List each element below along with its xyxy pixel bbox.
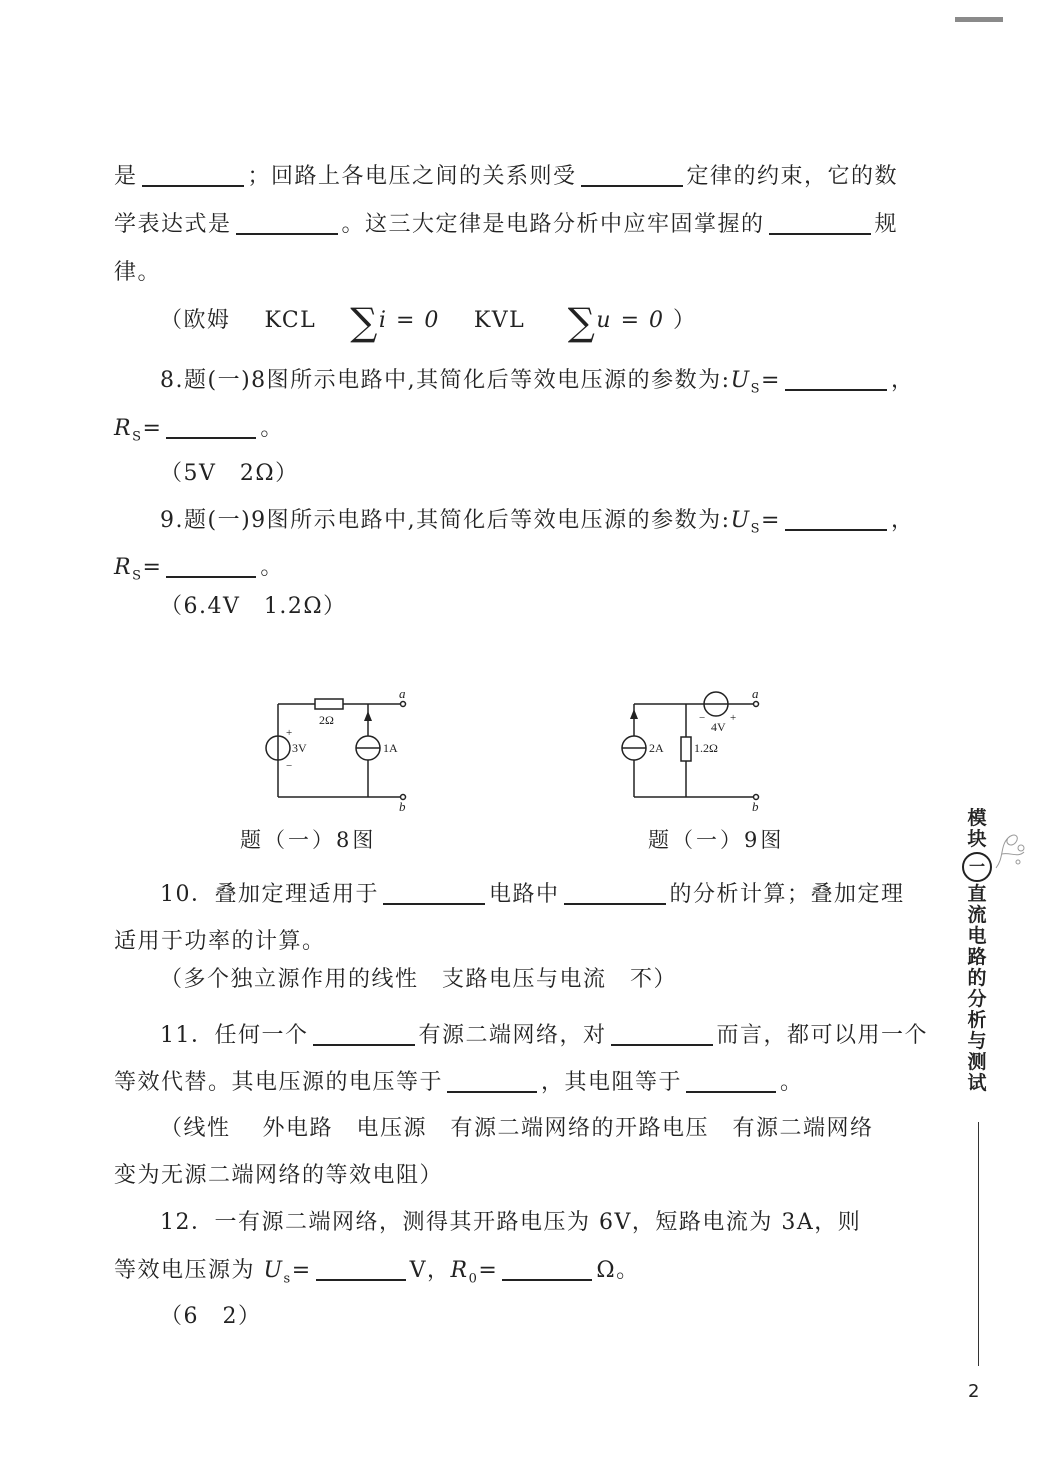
figure-9-caption: 题（一）9图 xyxy=(648,828,785,852)
side-char: 路 xyxy=(967,946,987,968)
q10-answer: （多个独立源作用的线性 支路电压与电流 不） xyxy=(160,967,678,992)
q7-line3: 律。 xyxy=(114,260,162,285)
terminal-a xyxy=(754,702,759,707)
blank[interactable] xyxy=(611,1022,713,1046)
terminal-a xyxy=(401,702,406,707)
side-char: 与 xyxy=(967,1030,987,1052)
chapter-side-title xyxy=(960,808,994,1094)
side-char: 块 xyxy=(967,828,987,850)
side-char: 析 xyxy=(967,1009,987,1031)
minus-sign: − xyxy=(286,760,293,772)
side-char: 的 xyxy=(967,967,987,989)
arrow-up-icon xyxy=(364,711,372,721)
current-label: 1A xyxy=(383,741,398,755)
side-char: 模 xyxy=(967,807,987,829)
q9-answer: （6.4V 1.2Ω） xyxy=(160,594,347,619)
blank[interactable] xyxy=(166,554,256,578)
current-label: 2A xyxy=(649,741,664,755)
side-char: 分 xyxy=(967,988,987,1010)
voltage-label: 3V xyxy=(292,741,307,755)
q7-line2: 学表达式是 。这三大定律是电路分析中应牢固掌握的 规 xyxy=(114,212,899,237)
q8-answer: （5V 2Ω） xyxy=(160,461,299,486)
header-bar xyxy=(955,17,1003,22)
q8-line2: $R_S=$ 。 xyxy=(114,416,284,445)
q10-line2: 适用于功率的计算。 xyxy=(114,929,326,954)
blank[interactable] xyxy=(142,163,244,187)
q7-line1: 是 ；回路上各电压之间的关系则受 定律的约束，它的数 xyxy=(114,164,899,189)
voltage-label: 4V xyxy=(711,720,726,734)
side-char: 试 xyxy=(967,1072,987,1094)
blank[interactable] xyxy=(502,1257,592,1281)
side-char: 电 xyxy=(967,925,987,947)
q11-answer1: （线性 外电路 电压源 有源二端网络的开路电压 有源二端网络 xyxy=(160,1116,874,1141)
plus-sign: + xyxy=(286,727,293,739)
q11-line1: 11．任何一个 有源二端网络，对 而言，都可以用一个 xyxy=(160,1023,929,1048)
label-a: a xyxy=(752,686,759,701)
side-char: 直 xyxy=(967,883,987,905)
page-number: 2 xyxy=(968,1381,980,1402)
blank[interactable] xyxy=(236,211,338,235)
q7-answer: （欧姆 KCL ∑i = 0 KVL ∑u = 0 ） xyxy=(160,300,697,344)
blank[interactable] xyxy=(785,367,887,391)
q8-line1: 8.题(一)8图所示电路中,其简化后等效电压源的参数为$:U_S=$ ， xyxy=(160,368,915,397)
resistor-label: 2Ω xyxy=(319,713,334,727)
blank[interactable] xyxy=(383,881,485,905)
blank[interactable] xyxy=(564,881,666,905)
q11-answer2: 变为无源二端网络的等效电阻） xyxy=(114,1163,444,1188)
arrow-up-icon xyxy=(630,709,638,719)
plus-sign: + xyxy=(730,712,737,724)
q12-line2: 等效电压源为 $U_s= V$，$R_0= \Omega$。 xyxy=(114,1258,640,1287)
blank[interactable] xyxy=(785,507,887,531)
blank[interactable] xyxy=(769,211,871,235)
blank[interactable] xyxy=(447,1069,537,1093)
resistor-label: 1.2Ω xyxy=(694,741,718,755)
side-char: 测 xyxy=(967,1051,987,1073)
q9-line2: $R_S=$ 。 xyxy=(114,555,284,584)
label-a: a xyxy=(399,686,406,701)
blank[interactable] xyxy=(581,163,683,187)
side-rule xyxy=(978,1122,979,1366)
side-char-circled: 一 xyxy=(962,852,992,882)
floral-ornament-icon xyxy=(994,818,1028,874)
sigma-icon: ∑ xyxy=(567,300,597,344)
label-b: b xyxy=(752,799,759,814)
circuit-figure-9 xyxy=(612,685,777,815)
q9-line1: 9.题(一)9图所示电路中,其简化后等效电压源的参数为$:U_S=$ ， xyxy=(160,508,915,537)
figure-8-caption: 题（一）8图 xyxy=(240,828,377,852)
blank[interactable] xyxy=(686,1069,776,1093)
sigma-icon: ∑ xyxy=(350,300,379,344)
minus-sign: − xyxy=(699,712,706,724)
label-b: b xyxy=(399,799,406,814)
q10-line1: 10．叠加定理适用于 电路中 的分析计算；叠加定理 xyxy=(160,882,905,907)
circuit-figure-8 xyxy=(255,685,420,815)
resistor-1-2ohm xyxy=(681,737,691,761)
blank[interactable] xyxy=(313,1022,415,1046)
q12-line1: 12．一有源二端网络，测得其开路电压为 6V，短路电流为 3A，则 xyxy=(160,1210,862,1235)
blank[interactable] xyxy=(316,1257,406,1281)
resistor-2ohm xyxy=(315,699,343,709)
side-char: 流 xyxy=(967,904,987,926)
q12-answer: （6 2） xyxy=(160,1304,262,1329)
blank[interactable] xyxy=(166,415,256,439)
q11-line2: 等效代替。其电压源的电压等于 ，其电阻等于 。 xyxy=(114,1070,804,1095)
